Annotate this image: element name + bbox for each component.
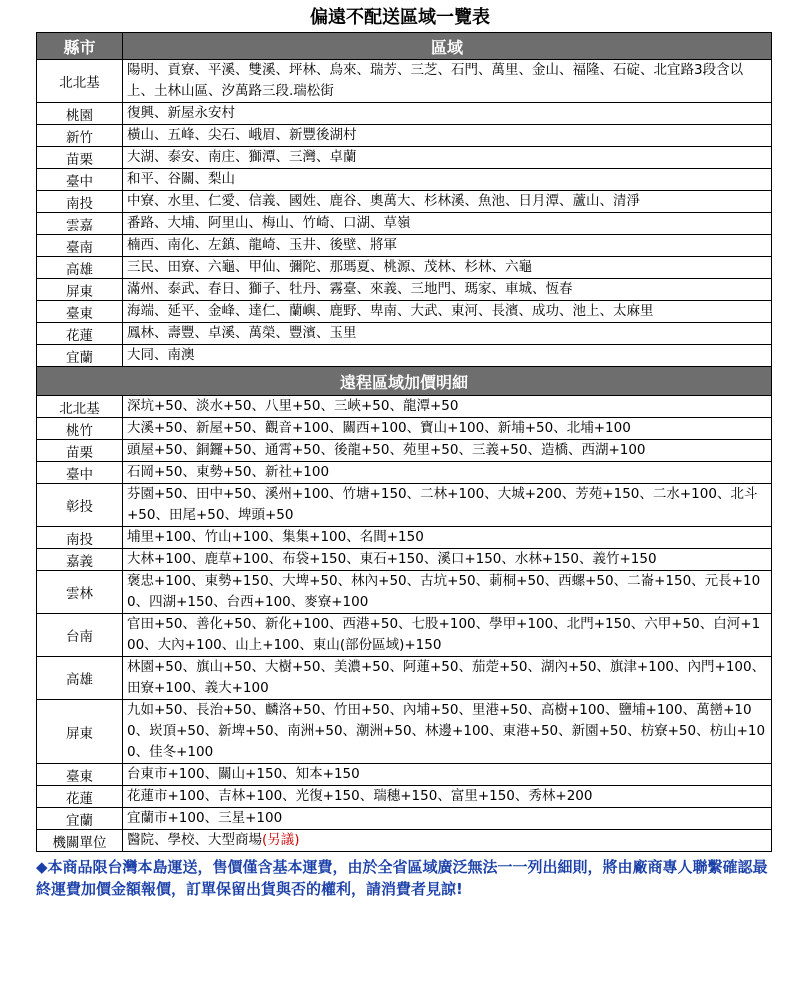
remote-area-row	[37, 345, 772, 367]
city-cell: 宜蘭	[37, 345, 123, 367]
city-cell: 苗栗	[37, 440, 123, 462]
remote-area-row	[37, 60, 772, 103]
areas-text: 林園+50、旗山+50、大樹+50、美濃+50、阿蓮+50、茄萣+50、湖內+50、旗津+100、內門+100、田寮+100、義大+100	[127, 659, 766, 696]
surcharge-row	[37, 549, 772, 571]
areas-text: 陽明、貢寮、平溪、雙溪、坪林、烏來、瑞芳、三芝、石門、萬里、金山、福隆、石碇、北宜路3段含以上、土林山區、汐萬路三段.瑞松街	[127, 62, 744, 99]
surcharge-row	[37, 614, 772, 657]
surcharge-row	[37, 808, 772, 830]
city-cell: 高雄	[37, 657, 123, 700]
city-cell: 花蓮	[37, 786, 123, 808]
city-cell: 臺中	[37, 462, 123, 484]
areas-cell	[123, 235, 772, 257]
areas-cell	[123, 257, 772, 279]
areas-text: 芬園+50、田中+50、溪州+100、竹塘+150、二林+100、大城+200、芳苑+150、二水+100、北斗+50、田尾+50、埤頭+50	[127, 486, 758, 523]
areas-cell	[123, 571, 772, 614]
surcharge-row	[37, 418, 772, 440]
city-cell: 雲林	[37, 571, 123, 614]
areas-text: 台東市+100、關山+150、知本+150	[127, 766, 360, 782]
city-cell: 高雄	[37, 257, 123, 279]
areas-cell	[123, 549, 772, 571]
areas-cell	[123, 103, 772, 125]
areas-text: 九如+50、長治+50、麟洛+50、竹田+50、內埔+50、里港+50、高樹+100、鹽埔+100、萬巒+100、崁頂+50、新埤+50、南洲+50、潮洲+50、林邊+100、東港+50、新園+50、枋寮+50、枋山+100、佳冬+100	[127, 702, 766, 760]
city-cell: 北北基	[37, 396, 123, 418]
footer-text: 本商品限台灣本島運送，售價僅含基本運費，由於全省區域廣泛無法一一列出細則，將由廠商專人聯繫確認最終運費加價金額報價，訂單保留出貨與否的權利，請消費者見諒!	[36, 858, 768, 898]
city-cell: 臺東	[37, 301, 123, 323]
areas-text: 宜蘭市+100、三星+100	[127, 810, 283, 826]
surcharge-row	[37, 462, 772, 484]
areas-cell	[123, 700, 772, 764]
areas-cell	[123, 345, 772, 367]
areas-cell	[123, 169, 772, 191]
city-cell: 苗栗	[37, 147, 123, 169]
areas-cell	[123, 60, 772, 103]
remote-area-row	[37, 257, 772, 279]
areas-text: 海端、延平、金峰、達仁、蘭嶼、鹿野、卑南、大武、東河、長濱、成功、池上、太麻里	[127, 303, 654, 319]
areas-text: 三民、田寮、六龜、甲仙、彌陀、那瑪夏、桃源、茂林、杉林、六龜	[127, 259, 532, 275]
negotiable-note: (另議)	[262, 832, 300, 848]
areas-text: 頭屋+50、銅鑼+50、通霄+50、後龍+50、苑里+50、三義+50、造橋、西湖+100	[127, 442, 646, 458]
areas-text: 官田+50、善化+50、新化+100、西港+50、七股+100、學甲+100、北門+150、六甲+50、白河+100、大內+100、山上+100、東山(部份區域)+150	[127, 616, 761, 653]
surcharge-row	[37, 396, 772, 418]
surcharge-body	[37, 396, 772, 852]
areas-text: 橫山、五峰、尖石、峨眉、新豐後湖村	[127, 127, 357, 143]
areas-cell	[123, 396, 772, 418]
areas-text: 石岡+50、東勢+50、新社+100	[127, 464, 330, 480]
surcharge-section-title: 遠程區域加價明細	[37, 367, 772, 396]
surcharge-row	[37, 657, 772, 700]
areas-cell	[123, 147, 772, 169]
city-cell: 臺南	[37, 235, 123, 257]
remote-area-row	[37, 235, 772, 257]
areas-text: 深坑+50、淡水+50、八里+50、三峽+50、龍潭+50	[127, 398, 459, 414]
city-cell: 桃園	[37, 103, 123, 125]
areas-cell	[123, 301, 772, 323]
city-cell: 機關單位	[37, 830, 123, 852]
surcharge-row	[37, 571, 772, 614]
table-header-row	[37, 33, 772, 60]
diamond-bullet-icon: ◆	[36, 858, 48, 876]
city-cell: 屏東	[37, 279, 123, 301]
areas-text: 中寮、水里、仁愛、信義、國姓、鹿谷、奧萬大、杉林溪、魚池、日月潭、蘆山、清淨	[127, 193, 640, 209]
areas-text: 大溪+50、新屋+50、觀音+100、關西+100、寶山+100、新埔+50、北埔+100	[127, 420, 631, 436]
areas-cell	[123, 462, 772, 484]
areas-cell	[123, 527, 772, 549]
areas-text: 鳳林、壽豐、卓溪、萬榮、豐濱、玉里	[127, 325, 357, 341]
areas-cell	[123, 657, 772, 700]
surcharge-row	[37, 440, 772, 462]
remote-area-row	[37, 323, 772, 345]
remote-area-row	[37, 301, 772, 323]
areas-text: 大林+100、鹿草+100、布袋+150、東石+150、溪口+150、水林+150、義竹+150	[127, 551, 657, 567]
areas-cell	[123, 418, 772, 440]
header-city: 縣市	[37, 33, 123, 60]
city-cell: 宜蘭	[37, 808, 123, 830]
remote-area-table	[36, 32, 772, 852]
areas-text: 大湖、泰安、南庄、獅潭、三灣、卓蘭	[127, 149, 357, 165]
remote-area-row	[37, 279, 772, 301]
areas-text: 和平、谷關、梨山	[127, 171, 235, 187]
areas-cell	[123, 786, 772, 808]
areas-text: 花蓮市+100、吉林+100、光復+150、瑞穗+150、富里+150、秀林+200	[127, 788, 593, 804]
areas-text: 大同、南澳	[127, 347, 195, 363]
city-cell: 嘉義	[37, 549, 123, 571]
remote-area-row	[37, 191, 772, 213]
remote-area-row	[37, 103, 772, 125]
surcharge-row	[37, 830, 772, 852]
areas-cell	[123, 830, 772, 852]
city-cell: 雲嘉	[37, 213, 123, 235]
city-cell: 新竹	[37, 125, 123, 147]
areas-cell	[123, 125, 772, 147]
areas-text: 楠西、南化、左鎮、龍崎、玉井、後壁、將軍	[127, 237, 397, 253]
surcharge-row	[37, 700, 772, 764]
areas-cell	[123, 440, 772, 462]
areas-cell	[123, 614, 772, 657]
remote-area-row	[37, 213, 772, 235]
city-cell: 南投	[37, 191, 123, 213]
surcharge-row	[37, 764, 772, 786]
city-cell: 台南	[37, 614, 123, 657]
areas-text: 埔里+100、竹山+100、集集+100、名間+150	[127, 529, 424, 545]
areas-text: 番路、大埔、阿里山、梅山、竹崎、口湖、草嶺	[127, 215, 411, 231]
section-header-row	[37, 367, 772, 396]
areas-cell	[123, 213, 772, 235]
footer-note	[36, 856, 772, 900]
areas-cell	[123, 764, 772, 786]
city-cell: 花蓮	[37, 323, 123, 345]
areas-cell	[123, 323, 772, 345]
surcharge-row	[37, 527, 772, 549]
city-cell: 南投	[37, 527, 123, 549]
city-cell: 臺中	[37, 169, 123, 191]
remote-area-row	[37, 147, 772, 169]
city-cell: 臺東	[37, 764, 123, 786]
city-cell: 屏東	[37, 700, 123, 764]
areas-text: 醫院、學校、大型商場	[127, 832, 262, 848]
areas-cell	[123, 191, 772, 213]
areas-cell	[123, 484, 772, 527]
header-area: 區域	[123, 33, 772, 60]
surcharge-row	[37, 786, 772, 808]
areas-cell	[123, 279, 772, 301]
city-cell: 桃竹	[37, 418, 123, 440]
areas-text: 褒忠+100、東勢+150、大埤+50、林內+50、古坑+50、莿桐+50、西螺+50、二崙+150、元長+100、四湖+150、台西+100、麥寮+100	[127, 573, 761, 610]
remote-area-body	[37, 60, 772, 367]
surcharge-row	[37, 484, 772, 527]
areas-cell	[123, 808, 772, 830]
page-title: 偏遠不配送區域一覽表	[310, 7, 490, 28]
areas-text: 復興、新屋永安村	[127, 105, 235, 121]
city-cell: 北北基	[37, 60, 123, 103]
remote-area-row	[37, 125, 772, 147]
city-cell: 彰投	[37, 484, 123, 527]
areas-text: 滿州、泰武、春日、獅子、牡丹、霧臺、來義、三地門、瑪家、車城、恆春	[127, 281, 573, 297]
remote-area-row	[37, 169, 772, 191]
